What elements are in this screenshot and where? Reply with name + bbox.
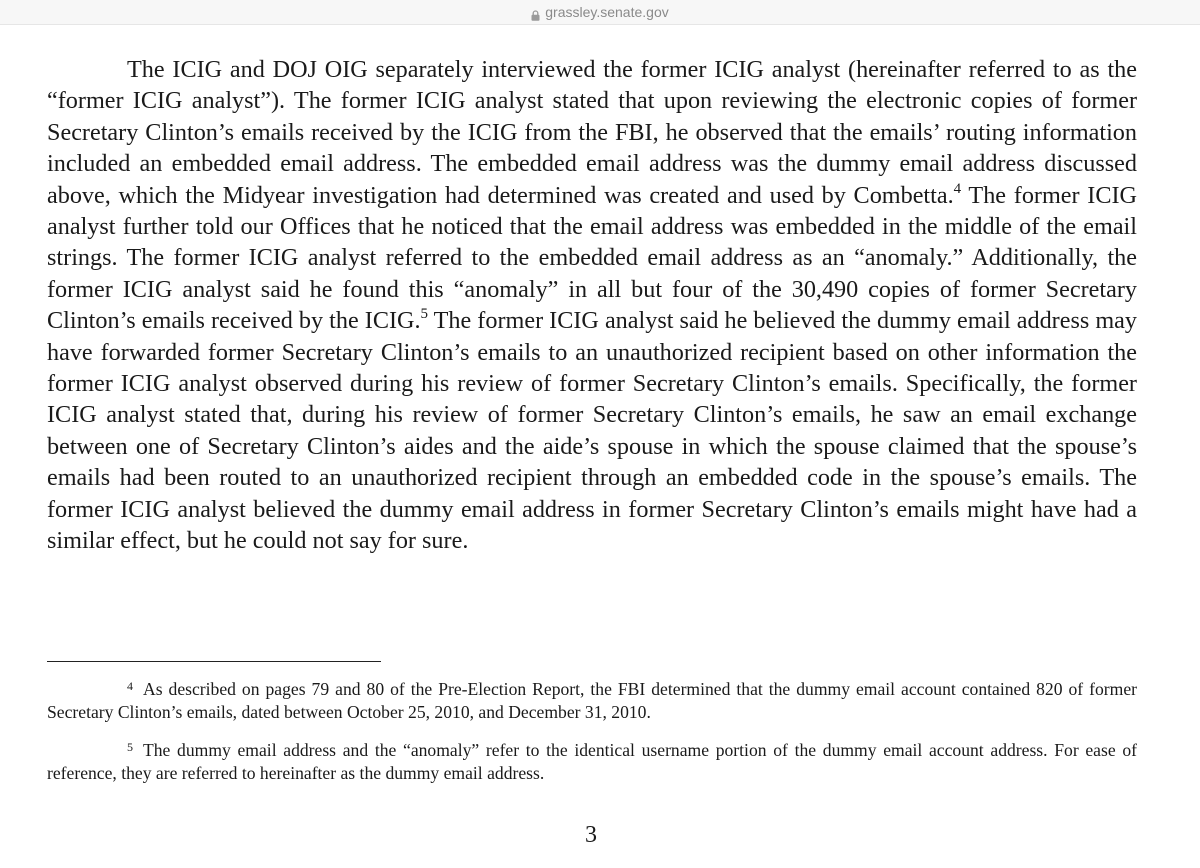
footnote-5	[47, 736, 1137, 785]
paragraph-text-part-3: The former ICIG analyst said he believed the dummy email address may have forwarded former Secretary Clinton’s emails to an unauthorized recipient based on other information the former ICIG analyst observed during his review of former Secretary Clinton’s emails. Specifically, the former ICIG analyst stated that, during his review of former Secretary Clinton’s emails, he saw an email exchange between one of Secretary Clinton’s aides and the aide’s spouse in which the spouse claimed that the spouse’s emails had been routed to an unauthorized recipient through an embedded code in the spouse’s emails. The former ICIG analyst believed the dummy email address in former Secretary Clinton’s emails might have had a similar effect, but he could not say for sure.	[47, 307, 1137, 555]
footnote-divider	[47, 661, 381, 662]
url-text[interactable]: grassley.senate.gov	[545, 4, 669, 20]
footnote-ref-5[interactable]: 5	[420, 306, 429, 323]
paragraph-text-part-2: The former ICIG analyst further told our Offices that he noticed that the email address was embedded in the middle of the email strings. The former ICIG analyst referred to the embedded email address as an “anomaly.” Additionally, the former ICIG analyst said he found this “anomaly” in all but four of the 30,490 copies of former Secretary Clinton’s emails received by the ICIG.	[47, 181, 1137, 335]
footnote-number: 4	[127, 679, 133, 693]
address-bar[interactable]	[0, 0, 1200, 25]
footnote-number: 5	[127, 740, 133, 754]
footnote-4	[47, 675, 1137, 724]
page-number: 3	[585, 822, 597, 848]
footnote-text: As described on pages 79 and 80 of the Pre-Election Report, the FBI determined that the dummy email account contained 820 of former Secretary Clinton’s emails, dated between October 25, 2010, and December 31, 2010.	[47, 679, 1137, 722]
paragraph-text-part-1: The ICIG and DOJ OIG separately interviewed the former ICIG analyst (hereinafter referred to as the “former ICIG analyst”). The former ICIG analyst stated that upon reviewing the electronic copies of former Secretary Clinton’s emails received by the ICIG from the FBI, he observed that the emails’ routing information included an embedded email address. The embedded email address was the dummy email address discussed above, which the Midyear investigation had determined was created and used by Combetta.	[47, 56, 1137, 209]
body-paragraph	[47, 54, 1137, 557]
lock-icon	[531, 8, 540, 19]
footnote-text: The dummy email address and the “anomaly” refer to the identical username portion of the dummy email account address. For ease of reference, they are referred to hereinafter as the dummy email address.	[47, 740, 1137, 783]
footnote-ref-4[interactable]: 4	[953, 180, 962, 197]
